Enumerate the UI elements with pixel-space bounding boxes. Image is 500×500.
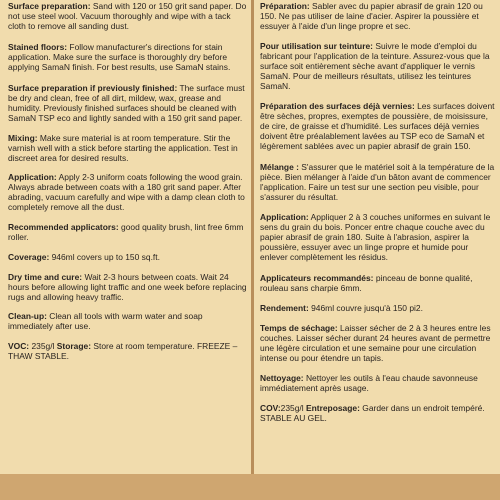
left-paragraph xyxy=(8,252,249,262)
right-paragraph xyxy=(260,303,496,313)
paragraph-heading: Surface preparation if previously finished: xyxy=(8,83,178,93)
paragraph-text: Make sure material is at room temperature. Stir the varnish well with a stick before starting the application. Test in discreet area for desired results. xyxy=(8,133,238,163)
paragraph-heading: Temps de séchage: xyxy=(260,323,338,333)
column-divider xyxy=(251,0,254,474)
right-paragraph xyxy=(260,323,496,363)
paragraph-text: 235g/l xyxy=(29,341,57,351)
paragraph-heading: Dry time and cure: xyxy=(8,272,83,282)
paragraph-heading: Storage: xyxy=(56,341,92,351)
paragraph-text: Laisser sécher de 2 à 3 heures entre les couches. Laisser sécher durant 24 heures avant de permettre une légère circulation et une semaine pour une circulation intense ou pour étendre un tapis. xyxy=(260,323,491,363)
paragraph-heading: VOC: xyxy=(8,341,30,351)
right-paragraph xyxy=(260,212,496,262)
left-paragraph xyxy=(8,272,249,302)
paragraph-heading: Entreposage: xyxy=(305,403,360,413)
paragraph-heading: Préparation des surfaces déjà vernies: xyxy=(260,101,415,111)
right-paragraph xyxy=(260,403,496,423)
right-paragraph xyxy=(260,41,496,91)
paragraph-text: Appliquer 2 à 3 couches uniformes en suivant le sens du grain du bois. Poncer entre chaque couche avec du papier abrasif de grain 180. Suite à l'abrasion, aspirer la poussière, essuyer avec un linge propre et humide pour enlever complètement les résidus. xyxy=(260,212,491,262)
paragraph-heading: Rendement: xyxy=(260,303,309,313)
right-paragraph xyxy=(260,101,496,151)
right-paragraph xyxy=(260,273,496,293)
paragraph-text: pinceau de bonne qualité, rouleau sans charpie 6mm. xyxy=(260,273,473,293)
paragraph-heading: Coverage: xyxy=(8,252,50,262)
paragraph-heading: Pour utilisation sur teinture: xyxy=(260,41,373,51)
paragraph-heading: Préparation: xyxy=(260,1,310,11)
left-paragraph xyxy=(8,311,249,331)
french-instructions-column xyxy=(260,0,496,474)
paragraph-text: good quality brush, lint free 6mm roller. xyxy=(8,222,244,242)
left-paragraph xyxy=(8,133,249,163)
left-paragraph xyxy=(8,341,249,361)
right-paragraph xyxy=(260,162,496,202)
english-instructions-column xyxy=(8,0,249,474)
paragraph-text: Clean all tools with warm water and soap immediately after use. xyxy=(8,311,203,331)
paragraph-text: Sabler avec du papier abrasif de grain 120 ou 150. Ne pas utiliser de laine d'acier. Aspirer la poussière et essuyer à l'aide d'un linge propre et sec. xyxy=(260,1,483,31)
left-paragraph xyxy=(8,42,249,72)
left-paragraph xyxy=(8,172,249,212)
paragraph-text: S'assurer que le matériel soit à la température de la pièce. Bien mélanger à l'aide d'un bâton avant de commencer l'application. Faire un test sur une section peu visible, pour s'assurer du résultat. xyxy=(260,162,495,202)
paragraph-heading: Application: xyxy=(260,212,309,222)
paragraph-text: Sand with 120 or 150 grit sand paper. Do not use steel wool. Vacuum thoroughly and wipe with a tack cloth to remove all sanding dust. xyxy=(8,1,247,31)
paragraph-text: Nettoyer les outils à l'eau chaude savonneuse immédiatement après usage. xyxy=(260,373,478,393)
left-paragraph xyxy=(8,1,249,31)
paragraph-text: Suivre le mode d'emploi du fabricant pour l'application de la teinture. Assurez-vous que la surface soit entièrement sèche avant d'appliquer le vernis SamaN. Pour de meilleurs résultats, utilisez les teintures SamaN. xyxy=(260,41,490,91)
paragraph-heading: Nettoyage: xyxy=(260,373,304,383)
paragraph-heading: Application: xyxy=(8,172,57,182)
footer-band xyxy=(0,474,500,500)
paragraph-heading: Mixing: xyxy=(8,133,38,143)
paragraph-heading: Surface preparation: xyxy=(8,1,91,11)
paragraph-text: The surface must be dry and clean, free of all dirt, mildew, wax, grease and humidity. Previously finished surfaces should be cleaned with SamaN TSP eco and lightly sanded with a 150 grit sand paper. xyxy=(8,83,245,123)
paragraph-text: Garder dans un endroit tempéré. STABLE AU GEL. xyxy=(260,403,485,423)
paragraph-heading: Applicateurs recommandés: xyxy=(260,273,374,283)
paragraph-heading: COV: xyxy=(260,403,281,413)
paragraph-text: 946ml covers up to 150 sq.ft. xyxy=(49,252,160,262)
left-paragraph xyxy=(8,83,249,123)
paragraph-heading: Stained floors: xyxy=(8,42,68,52)
paragraph-text: 235g/l xyxy=(280,403,306,413)
left-paragraph xyxy=(8,222,249,242)
paragraph-heading: Recommended applicators: xyxy=(8,222,119,232)
paragraph-text: Les surfaces doivent être sèches, propres, exemptes de poussière, de moisissure, de cire, de graisse et d'humidité. Les surfaces déjà vernies doivent être préalablement lavées au TSP eco de SamaN et légèrement sablées avec un papier abrasif de grain 150. xyxy=(260,101,495,151)
right-paragraph xyxy=(260,373,496,393)
paragraph-text: Follow manufacturer's directions for stain application. Make sure the surface is thoroughly dry before applying SamaN finish. For best results, use SamaN stains. xyxy=(8,42,231,72)
paragraph-heading: Mélange : xyxy=(260,162,299,172)
right-paragraph xyxy=(260,1,496,31)
paragraph-text: Wait 2-3 hours between coats. Wait 24 hours before allowing light traffic and one week before replacing rugs and allowing heavy traffic. xyxy=(8,272,247,302)
paragraph-text: Store at room temperature. FREEZE – THAW STABLE. xyxy=(8,341,238,361)
paragraph-heading: Clean-up: xyxy=(8,311,47,321)
paragraph-text: 946ml couvre jusqu'à 150 pi2. xyxy=(308,303,423,313)
paragraph-text: Apply 2-3 uniform coats following the wood grain. Always abrade between coats with a 180 grit sand paper. After abrading, vacuum carefully and wipe with a damp clean cloth to completely remove all the dust. xyxy=(8,172,245,212)
